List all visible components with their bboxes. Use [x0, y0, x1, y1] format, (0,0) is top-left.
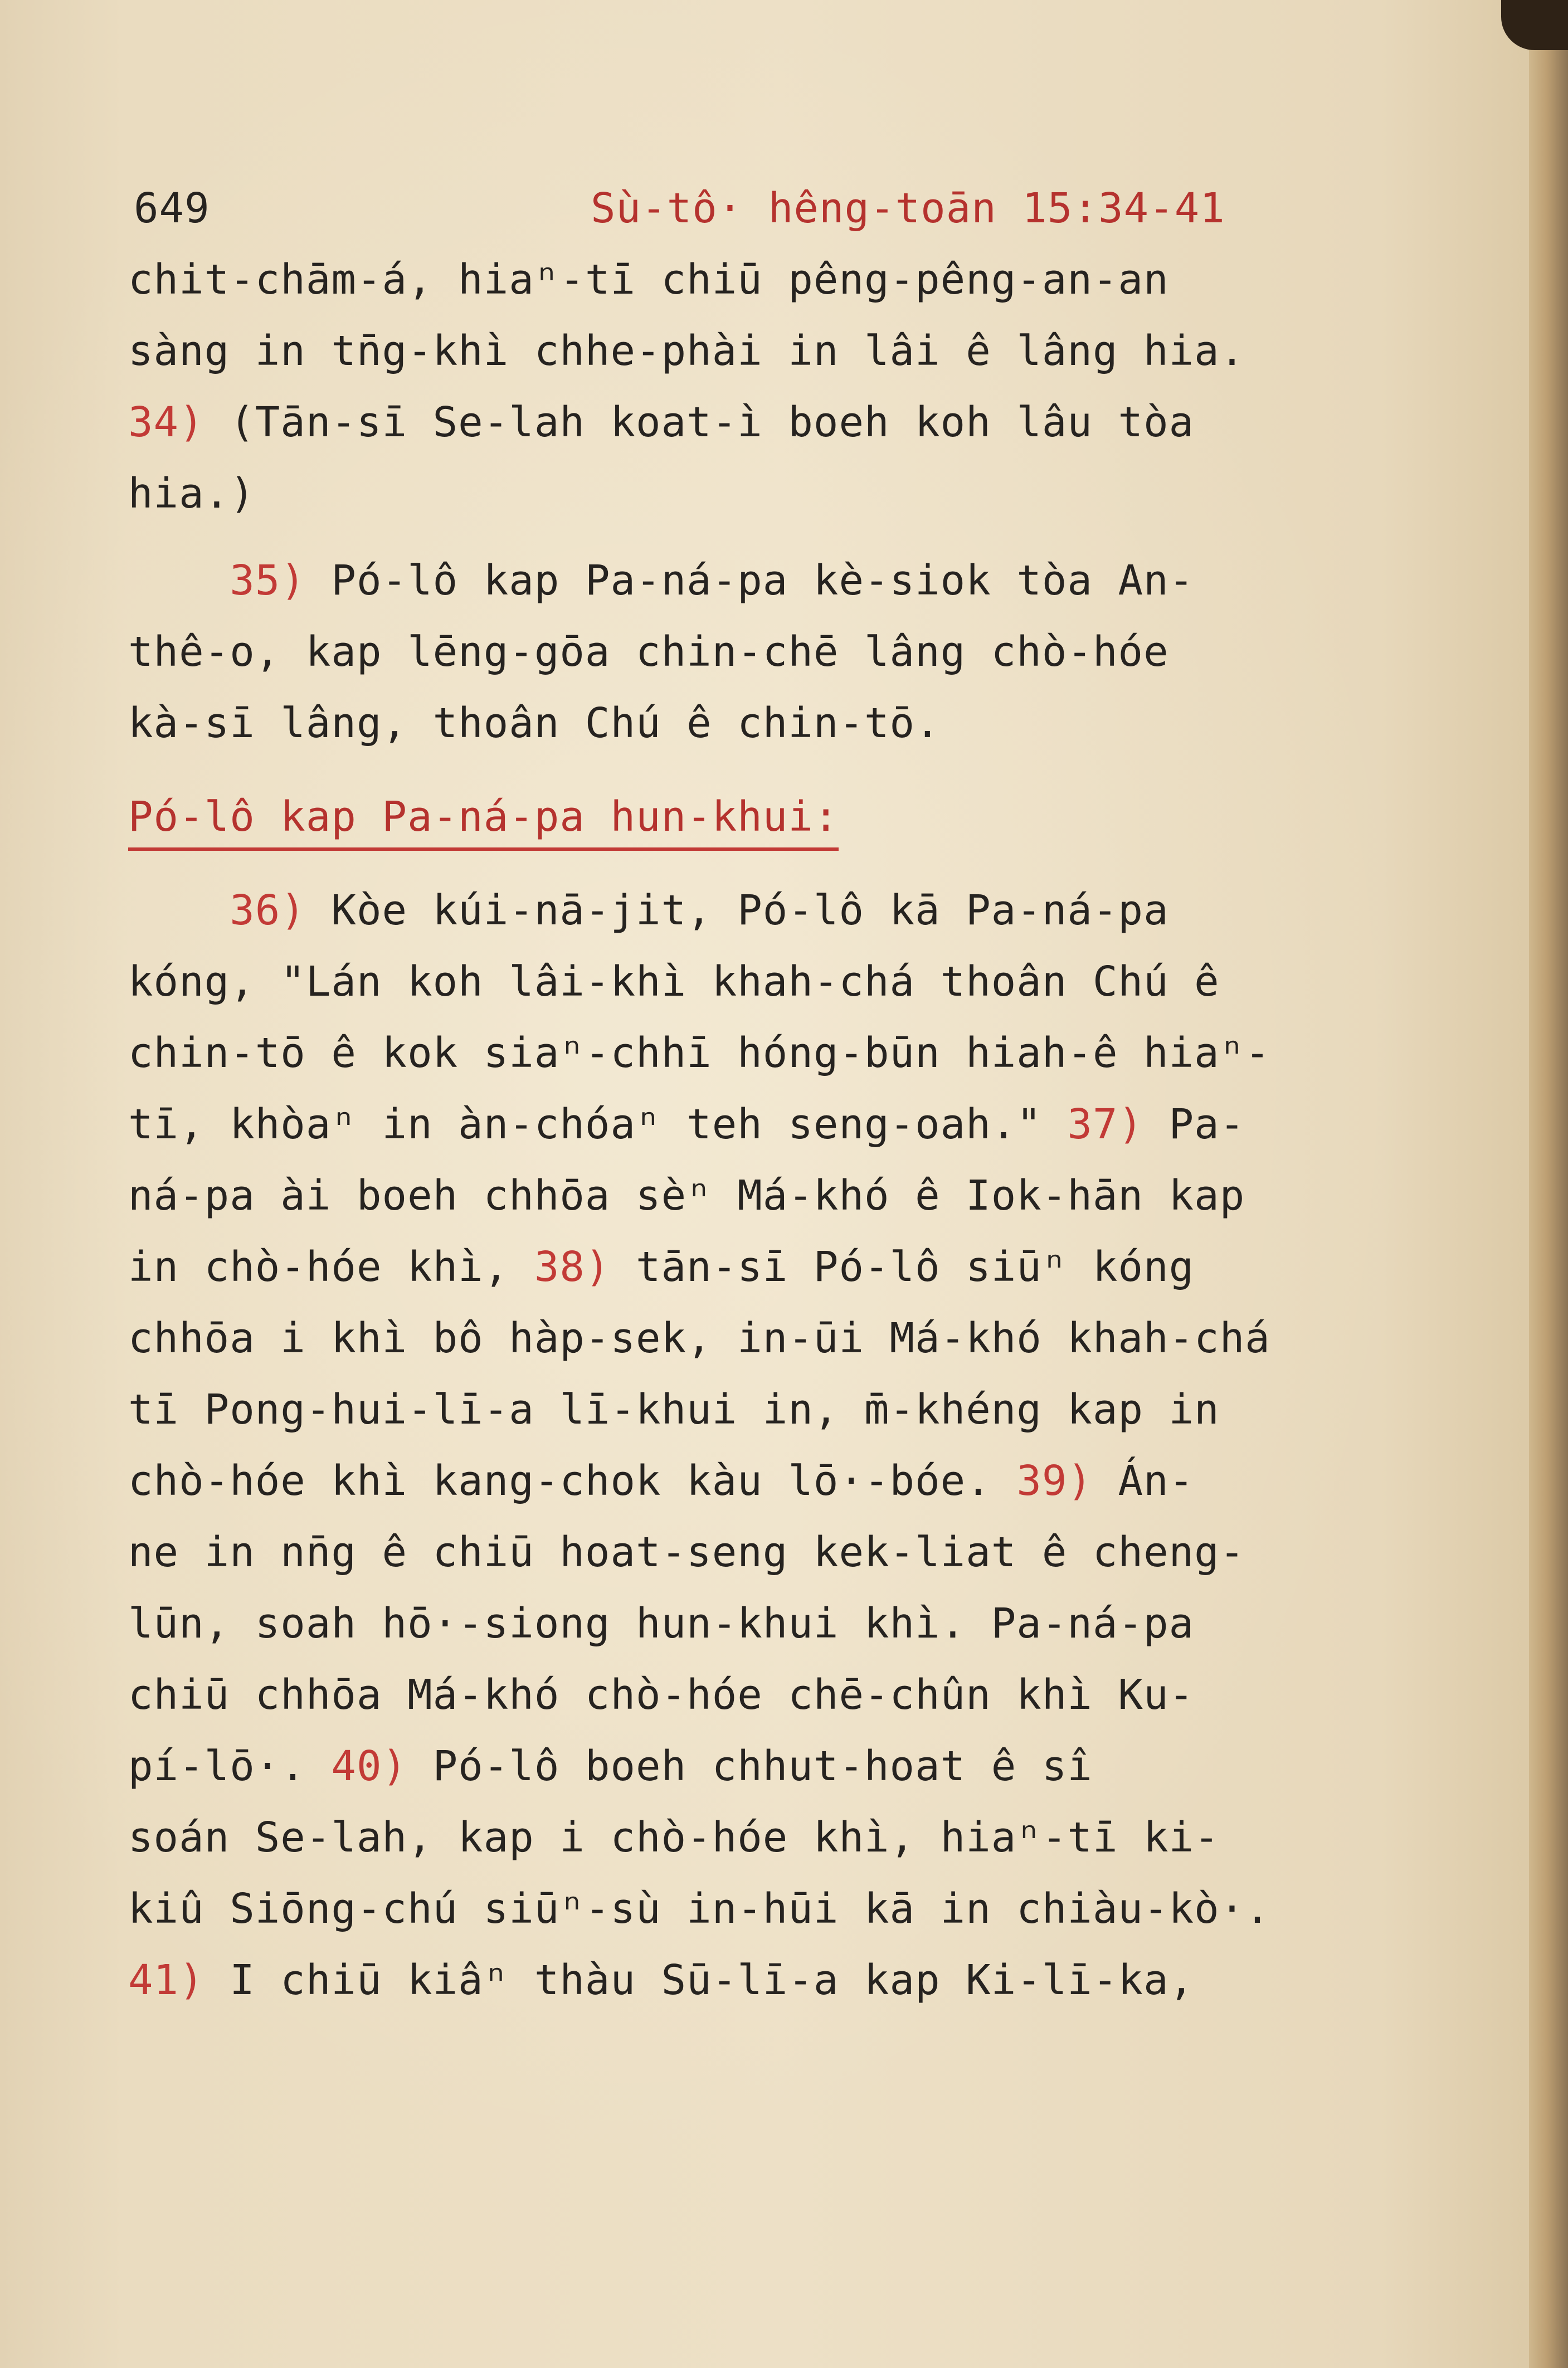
paragraph	[128, 244, 1421, 529]
line-text: hia.)	[128, 470, 255, 518]
line-text: in chò-hóe khì,	[128, 1243, 534, 1291]
text-line	[128, 616, 1421, 688]
line-text: Pó-lô kap Pa-ná-pa kè-siok tòa An-	[305, 557, 1195, 605]
page-number: 649	[134, 184, 210, 232]
verse-number: 38)	[534, 1243, 611, 1291]
text-line	[128, 1517, 1421, 1588]
text-line	[128, 946, 1421, 1017]
line-text: kà-sī lâng, thoân Chú ê chin-tō.	[128, 699, 941, 747]
line-text: chin-tō ê kok siaⁿ-chhī hóng-būn hiah-ê hiaⁿ-	[128, 1029, 1270, 1077]
text-line	[128, 545, 1421, 616]
line-text: chit-chām-á, hiaⁿ-tī chiū pêng-pêng-an-an	[128, 256, 1169, 304]
text-line	[128, 387, 1421, 458]
text-line	[128, 1445, 1421, 1517]
text-line	[128, 1160, 1421, 1231]
line-text: lūn, soah hō·-siong hun-khui khì. Pa-ná-pa	[128, 1600, 1195, 1648]
verse-number: 35)	[230, 557, 306, 605]
verse-number: 36)	[230, 886, 306, 934]
line-text: sàng in tn̄g-khì chhe-phài in lâi ê lâng hia.	[128, 327, 1245, 375]
line-text: kiû Siōng-chú siūⁿ-sù in-hūi kā in chiàu-kò·.	[128, 1885, 1270, 1933]
line-text: Án-	[1092, 1457, 1195, 1505]
line-text: chhōa i khì bô hàp-sek, in-ūi Má-khó khah-chá	[128, 1314, 1270, 1362]
line-text: thê-o, kap lēng-gōa chin-chē lâng chò-hóe	[128, 628, 1169, 676]
paragraph	[128, 875, 1421, 2016]
text-line	[128, 1374, 1421, 1445]
line-text: pí-lō·.	[128, 1742, 332, 1790]
text-line	[128, 1089, 1421, 1160]
paragraph-gap	[128, 529, 1421, 545]
body-text	[128, 244, 1421, 2016]
verse-number: 39)	[1016, 1457, 1093, 1505]
verse-number: 34)	[128, 398, 204, 446]
line-text	[128, 557, 230, 605]
text-line	[128, 1588, 1421, 1659]
page-header	[128, 173, 1421, 244]
text-line	[128, 1873, 1421, 1945]
line-text: Pó-lô boeh chhut-hoat ê sî	[407, 1742, 1093, 1790]
line-text: I chiū kiâⁿ thàu Sū-lī-a kap Ki-lī-ka,	[204, 1956, 1195, 2004]
text-line	[128, 1945, 1421, 2016]
line-text	[128, 886, 230, 934]
paragraph-gap	[128, 852, 1421, 875]
text-line	[128, 315, 1421, 387]
paragraph-gap	[128, 759, 1421, 781]
paragraph	[128, 545, 1421, 759]
text-line	[128, 1303, 1421, 1374]
text-line	[128, 244, 1421, 315]
line-text: chiū chhōa Má-khó chò-hóe chē-chûn khì Ku-	[128, 1671, 1195, 1719]
section-heading: Pó-lô kap Pa-ná-pa hun-khui:	[128, 786, 839, 851]
section-heading-line	[128, 781, 1421, 852]
line-text: soán Se-lah, kap i chò-hóe khì, hiaⁿ-tī ki-	[128, 1814, 1220, 1862]
page-edge	[1529, 0, 1568, 2368]
page-corner	[1501, 0, 1568, 50]
verse-number: 41)	[128, 1956, 204, 2004]
text-line	[128, 1802, 1421, 1873]
text-line	[128, 1231, 1421, 1303]
verse-number: 40)	[331, 1742, 408, 1790]
verse-number: 37)	[1067, 1100, 1144, 1148]
text-line	[128, 1659, 1421, 1731]
line-text: tī Pong-hui-lī-a lī-khui in, m̄-khéng kap in	[128, 1386, 1220, 1434]
line-text: Kòe kúi-nā-jit, Pó-lô kā Pa-ná-pa	[305, 886, 1169, 934]
line-text: (Tān-sī Se-lah koat-ì boeh koh lâu tòa	[204, 398, 1195, 446]
running-head: Sù-tô· hêng-toān 15:34-41	[591, 184, 1225, 232]
line-text: ná-pa ài boeh chhōa sèⁿ Má-khó ê Iok-hān kap	[128, 1172, 1245, 1220]
line-text: Pa-	[1143, 1100, 1245, 1148]
line-text: tān-sī Pó-lô siūⁿ kóng	[610, 1243, 1195, 1291]
page-text	[128, 173, 1421, 2016]
line-text: kóng, "Lán koh lâi-khì khah-chá thoân Chú ê	[128, 958, 1220, 1006]
text-line	[128, 688, 1421, 759]
text-line	[128, 458, 1421, 529]
text-line	[128, 875, 1421, 946]
text-line	[128, 1731, 1421, 1802]
line-text: tī, khòaⁿ in àn-chóaⁿ teh seng-oah."	[128, 1100, 1068, 1148]
line-text: chò-hóe khì kang-chok kàu lō·-bóe.	[128, 1457, 1017, 1505]
line-text: ne in nn̄g ê chiū hoat-seng kek-liat ê cheng-	[128, 1528, 1245, 1576]
text-line	[128, 1017, 1421, 1089]
